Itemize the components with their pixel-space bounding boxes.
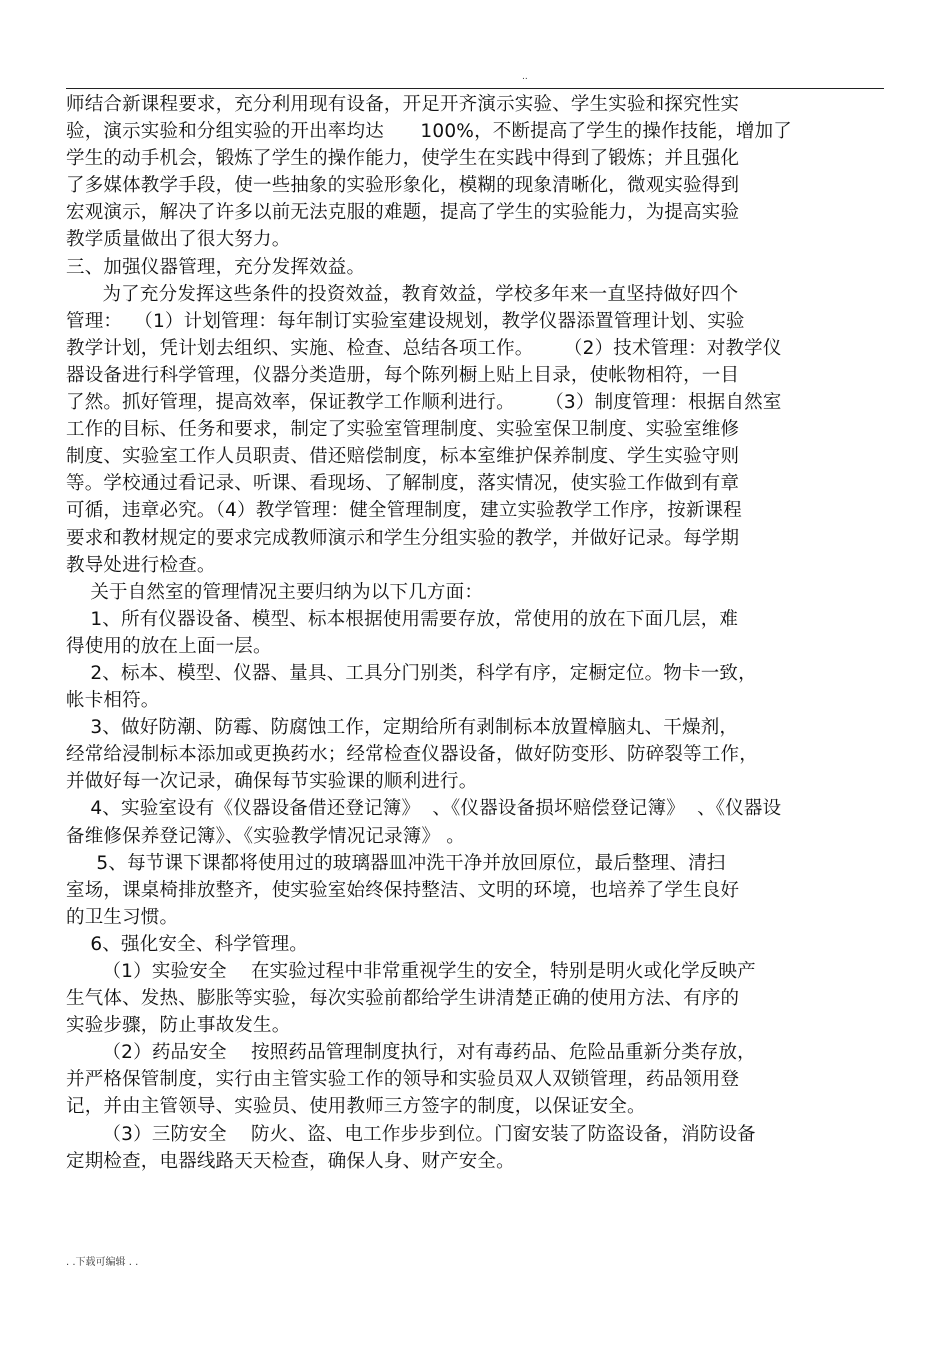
list-item-line: 经常给浸制标本添加或更换药水；经常检查仪器设备，做好防变形、防碎裂等工作，: [66, 744, 758, 766]
text-line: 学生的动手机会，锻炼了学生的操作能力，使学生在实践中得到了锻炼；并且强化: [66, 148, 740, 170]
sub-item-line: （3）三防安全 防火、盗、电工作步步到位。门窗安装了防盗设备，消防设备: [66, 1123, 756, 1145]
list-item-line: 备维修保养登记簿》、《实验教学情况记录簿》 。: [66, 825, 465, 847]
list-item-line: 1、所有仪器设备、模型、标本根据使用需要存放，常使用的放在下面几层，难: [66, 608, 739, 630]
text-line: 关于自然室的管理情况主要归纳为以下几方面：: [66, 581, 484, 603]
list-item-line: 得使用的放在上面一层。: [66, 635, 272, 657]
sub-item-line: 生气体、发热、膨胀等实验，每次实验前都给学生讲清楚正确的使用方法、有序的: [66, 988, 740, 1010]
text-line: 了然。抓好管理，提高效率，保证教学工作顺利进行。 （3）制度管理：根据自然室: [66, 392, 782, 414]
list-item-line: 室场，课桌椅排放整齐，使实验室始终保持整洁、文明的环境，也培养了学生良好: [66, 879, 740, 901]
text-line: 可循，违章必究。（4）教学管理：健全管理制度，建立实验教学工作序，按新课程: [66, 500, 742, 522]
section-heading: 三、加强仪器管理，充分发挥效益。: [66, 256, 366, 278]
text-line: 为了充分发挥这些条件的投资效益，教育效益，学校多年来一直坚持做好四个: [66, 283, 739, 305]
text-line: 要求和教材规定的要求完成教师演示和学生分组实验的教学，并做好记录。每学期: [66, 527, 740, 549]
text-line: 制度、实验室工作人员职责、借还赔偿制度，标本室维护保养制度、学生实验守则: [66, 446, 740, 468]
text-line: 验，演示实验和分组实验的开出率均达 100%，不断提高了学生的操作技能，增加了: [66, 121, 792, 143]
text-line: 师结合新课程要求，充分利用现有设备，开足开齐演示实验、学生实验和探究性实: [66, 94, 740, 115]
list-item-line: 帐卡相符。: [66, 690, 160, 712]
sub-item-line: （1）实验安全 在实验过程中非常重视学生的安全，特别是明火或化学反映产: [66, 961, 756, 982]
text-line: 教导处进行检查。: [66, 554, 216, 576]
text-line: 工作的目标、任务和要求，制定了实验室管理制度、实验室保卫制度、实验室维修: [66, 419, 740, 441]
text-line: 器设备进行科学管理，仪器分类造册，每个陈列橱上贴上目录，使帐物相符，一目: [66, 364, 740, 386]
sub-item-line: 并严格保管制度，实行由主管实验工作的领导和实验员双人双锁管理，药品领用登: [66, 1069, 740, 1091]
header-rule: [66, 88, 884, 89]
list-item-line: 3、做好防潮、防霉、防腐蚀工作，定期给所有剥制标本放置樟脑丸、干燥剂，: [66, 717, 739, 739]
text-line: 教学计划，凭计划去组织、实施、检查、总结各项工作。 （2）技术管理：对教学仪: [66, 337, 782, 359]
text-line: 等。学校通过看记录、听课、看现场、了解制度，落实情况，使实验工作做到有章: [66, 473, 740, 495]
text-line: 宏观演示，解决了许多以前无法克服的难题，提高了学生的实验能力，为提高实验: [66, 202, 740, 224]
sub-item-line: 定期检查，电器线路天天检查，确保人身、财产安全。: [66, 1150, 515, 1172]
footer-note: . .下载可编辑 . .: [66, 1257, 139, 1268]
list-item-line: 的卫生习惯。: [66, 906, 179, 928]
sub-item-line: 实验步骤，防止事故发生。: [66, 1015, 291, 1037]
header-mark: ..: [522, 72, 528, 82]
list-item-line: 6、强化安全、科学管理。: [66, 933, 308, 955]
text-line: 管理： （1）计划管理：每年制订实验室建设规划，教学仪器添置管理计划、实验: [66, 310, 745, 332]
text-line: 教学质量做出了很大努力。: [66, 229, 291, 251]
text-line: 了多媒体教学手段，使一些抽象的实验形象化，模糊的现象清晰化，微观实验得到: [66, 175, 740, 197]
list-item-line: 4、实验室设有《仪器设备借还登记簿》 、《仪器设备损坏赔偿登记簿》 、《仪器设: [66, 798, 782, 820]
sub-item-line: （2）药品安全 按照药品管理制度执行，对有毒药品、危险品重新分类存放，: [66, 1042, 756, 1064]
list-item-line: 2、标本、模型、仪器、量具、工具分门别类，科学有序，定橱定位。物卡一致，: [66, 662, 757, 684]
list-item-line: 5、每节课下课都将使用过的玻璃器皿冲洗干净并放回原位，最后整理、清扫: [66, 852, 726, 874]
sub-item-line: 记，并由主管领导、实验员、使用教师三方签字的制度，以保证安全。: [66, 1096, 646, 1118]
list-item-line: 并做好每一次记录，确保每节实验课的顺利进行。: [66, 771, 478, 793]
document-body: [66, 91, 886, 1175]
